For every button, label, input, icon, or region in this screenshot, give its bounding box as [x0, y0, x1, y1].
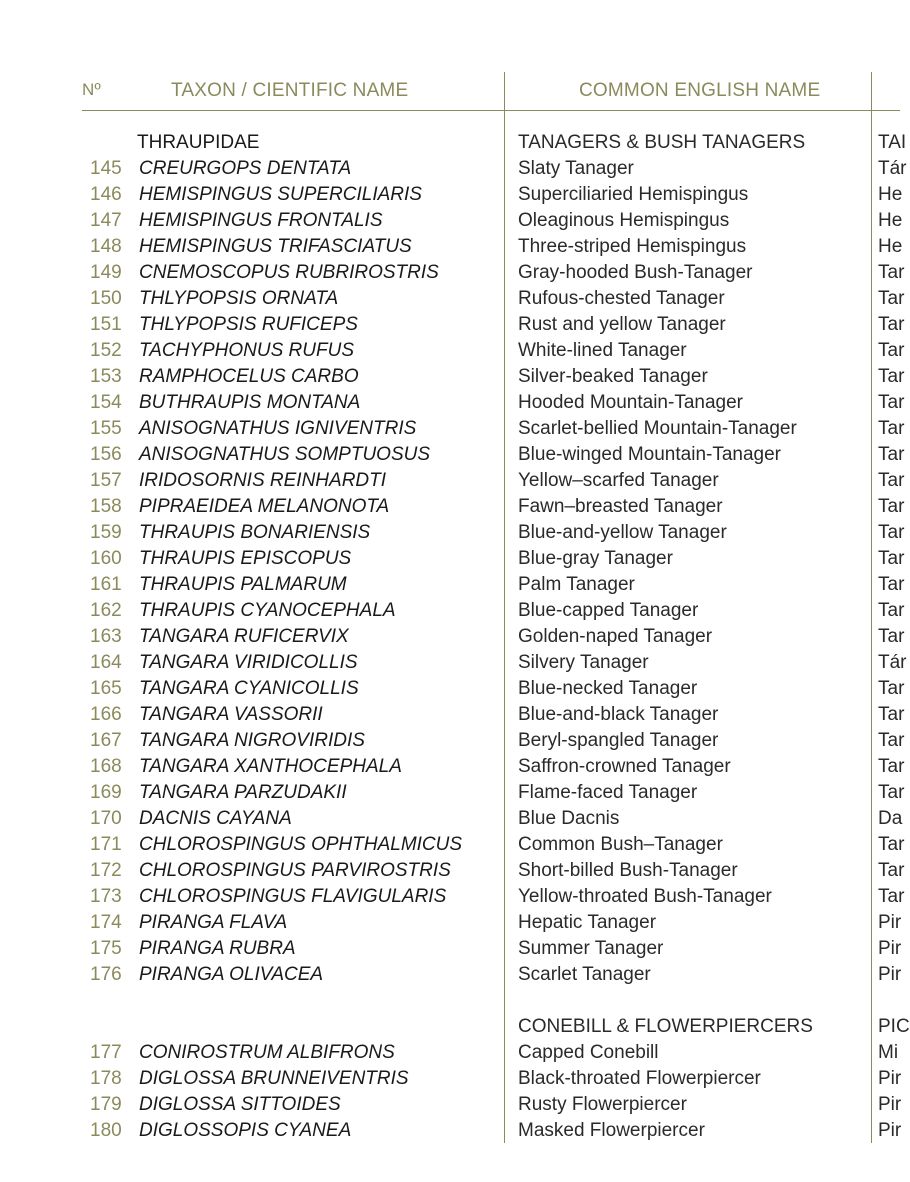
scientific-name: TANGARA PARZUDAKII: [139, 782, 347, 803]
common-english-name: Superciliaried Hemispingus: [518, 184, 749, 205]
spanish-name: Da: [878, 808, 903, 829]
table-row: [0, 338, 905, 364]
common-english-name: Capped Conebill: [518, 1042, 659, 1063]
scientific-name: BUTHRAUPIS MONTANA: [139, 392, 361, 413]
species-number: 176: [90, 964, 122, 985]
table-row: [0, 936, 900, 962]
scientific-name: CHLOROSPINGUS FLAVIGULARIS: [139, 886, 447, 907]
table-row: [0, 494, 905, 520]
table-row: [0, 754, 905, 780]
species-number: 157: [90, 470, 122, 491]
header-taxon: TAXON / CIENTIFIC NAME: [171, 80, 409, 101]
scientific-name: ANISOGNATHUS IGNIVENTRIS: [139, 418, 417, 439]
table-row: [0, 390, 905, 416]
group-heading-row: [0, 1014, 910, 1040]
scientific-name: TANGARA RUFICERVIX: [139, 626, 349, 647]
common-english-name: Scarlet-bellied Mountain-Tanager: [518, 418, 797, 439]
table-row: [0, 416, 905, 442]
species-number: 158: [90, 496, 122, 517]
common-english-name: Rust and yellow Tanager: [518, 314, 726, 335]
table-row: [0, 520, 905, 546]
spanish-name: Tar: [878, 470, 905, 491]
scientific-name: CNEMOSCOPUS RUBRIROSTRIS: [139, 262, 439, 283]
scientific-name: DIGLOSSA BRUNNEIVENTRIS: [139, 1068, 409, 1089]
spanish-name: Pir: [878, 1094, 902, 1115]
common-english-name: Rusty Flowerpiercer: [518, 1094, 687, 1115]
spanish-name: Pir: [878, 1068, 902, 1089]
table-row: [0, 624, 905, 650]
table-row: [0, 884, 905, 910]
spanish-name: Tar: [878, 626, 905, 647]
spanish-name: Tar: [878, 366, 905, 387]
species-number: 169: [90, 782, 122, 803]
common-english-name: Fawn–breasted Tanager: [518, 496, 723, 517]
common-english-name: Short-billed Bush-Tanager: [518, 860, 738, 881]
scientific-name: TANGARA CYANICOLLIS: [139, 678, 359, 699]
species-number: 174: [90, 912, 122, 933]
species-number: 149: [90, 262, 122, 283]
table-row: [0, 702, 905, 728]
common-english-name: Yellow-throated Bush-Tanager: [518, 886, 772, 907]
scientific-name: HEMISPINGUS SUPERCILIARIS: [139, 184, 422, 205]
table-row: [0, 546, 905, 572]
scientific-name: THRAUPIS PALMARUM: [139, 574, 347, 595]
common-english-name: Blue-and-black Tanager: [518, 704, 719, 725]
group-spanish-name: PIC: [878, 1016, 910, 1037]
common-english-name: Yellow–scarfed Tanager: [518, 470, 719, 491]
common-english-name: Scarlet Tanager: [518, 964, 651, 985]
spanish-name: Tár: [878, 158, 907, 179]
scientific-name: IRIDOSORNIS REINHARDTI: [139, 470, 387, 491]
species-number: 150: [90, 288, 122, 309]
common-english-name: Blue-necked Tanager: [518, 678, 698, 699]
scientific-name: DACNIS CAYANA: [139, 808, 292, 829]
species-number: 178: [90, 1068, 122, 1089]
family-name: THRAUPIDAE: [137, 132, 260, 153]
scientific-name: ANISOGNATHUS SOMPTUOSUS: [139, 444, 431, 465]
species-number: 167: [90, 730, 122, 751]
common-english-name: Three-striped Hemispingus: [518, 236, 747, 257]
scientific-name: HEMISPINGUS TRIFASCIATUS: [139, 236, 412, 257]
spanish-name: Tar: [878, 548, 905, 569]
common-english-name: Blue Dacnis: [518, 808, 620, 829]
table-row: [0, 858, 905, 884]
table-row: [0, 650, 907, 676]
spanish-name: Pir: [878, 1120, 902, 1141]
spanish-name: Tar: [878, 782, 905, 803]
scientific-name: DIGLOSSA SITTOIDES: [139, 1094, 341, 1115]
species-number: 147: [90, 210, 122, 231]
species-number: 173: [90, 886, 122, 907]
table-row: [0, 780, 905, 806]
species-number: 153: [90, 366, 122, 387]
spanish-name: Tar: [878, 574, 905, 595]
spanish-name: Tar: [878, 262, 905, 283]
species-number: 155: [90, 418, 122, 439]
group-common-name: CONEBILL & FLOWERPIERCERS: [518, 1016, 813, 1037]
scientific-name: THRAUPIS BONARIENSIS: [139, 522, 371, 543]
species-number: 146: [90, 184, 122, 205]
spanish-name: Tar: [878, 496, 905, 517]
spanish-name: Tar: [878, 444, 905, 465]
scientific-name: CONIROSTRUM ALBIFRONS: [139, 1042, 395, 1063]
common-english-name: Black-throated Flowerpiercer: [518, 1068, 761, 1089]
common-english-name: White-lined Tanager: [518, 340, 687, 361]
table-row: [0, 260, 905, 286]
common-english-name: Rufous-chested Tanager: [518, 288, 725, 309]
spanish-name: Tar: [878, 600, 905, 621]
common-english-name: Saffron-crowned Tanager: [518, 756, 731, 777]
table-row: [0, 572, 905, 598]
spanish-name: Tar: [878, 392, 905, 413]
common-english-name: Summer Tanager: [518, 938, 664, 959]
species-number: 162: [90, 600, 122, 621]
species-number: 175: [90, 938, 122, 959]
table-row: [0, 676, 905, 702]
common-english-name: Beryl-spangled Tanager: [518, 730, 719, 751]
spanish-name: Pir: [878, 938, 902, 959]
scientific-name: RAMPHOCELUS CARBO: [139, 366, 359, 387]
spanish-name: Tar: [878, 730, 905, 751]
common-english-name: Blue-capped Tanager: [518, 600, 699, 621]
common-english-name: Palm Tanager: [518, 574, 635, 595]
scientific-name: CREURGOPS DENTATA: [139, 158, 352, 179]
group-spanish-name: TAI: [878, 132, 907, 153]
species-number: 159: [90, 522, 122, 543]
scientific-name: THLYPOPSIS RUFICEPS: [139, 314, 358, 335]
scientific-name: TANGARA NIGROVIRIDIS: [139, 730, 365, 751]
table-row: [0, 1066, 900, 1092]
table-row: [0, 208, 903, 234]
species-number: 145: [90, 158, 122, 179]
species-number: 164: [90, 652, 122, 673]
scientific-name: PIRANGA RUBRA: [139, 938, 296, 959]
scientific-name: TACHYPHONUS RUFUS: [139, 340, 354, 361]
spanish-name: Tar: [878, 522, 905, 543]
scientific-name: PIRANGA FLAVA: [139, 912, 288, 933]
scientific-name: CHLOROSPINGUS OPHTHALMICUS: [139, 834, 463, 855]
species-number: 148: [90, 236, 122, 257]
species-number: 171: [90, 834, 122, 855]
species-number: 160: [90, 548, 122, 569]
species-number: 179: [90, 1094, 122, 1115]
table-row: [0, 312, 905, 338]
spanish-name: Pir: [878, 964, 902, 985]
common-english-name: Hooded Mountain-Tanager: [518, 392, 743, 413]
scientific-name: THRAUPIS CYANOCEPHALA: [139, 600, 396, 621]
scientific-name: THLYPOPSIS ORNATA: [139, 288, 339, 309]
spanish-name: He: [878, 210, 903, 231]
spanish-name: Tar: [878, 288, 905, 309]
table-row: [0, 910, 900, 936]
species-number: 154: [90, 392, 122, 413]
species-number: 166: [90, 704, 122, 725]
scientific-name: TANGARA XANTHOCEPHALA: [139, 756, 402, 777]
group-heading-row: [0, 130, 907, 156]
species-number: 170: [90, 808, 122, 829]
species-number: 161: [90, 574, 122, 595]
table-row: [0, 234, 903, 260]
scientific-name: TANGARA VASSORII: [139, 704, 323, 725]
table-row: [0, 728, 905, 754]
spanish-name: Tar: [878, 314, 905, 335]
table-row: [0, 364, 905, 390]
header-common-name: COMMON ENGLISH NAME: [579, 80, 821, 101]
common-english-name: Golden-naped Tanager: [518, 626, 713, 647]
scientific-name: HEMISPINGUS FRONTALIS: [139, 210, 383, 231]
common-english-name: Hepatic Tanager: [518, 912, 657, 933]
common-english-name: Flame-faced Tanager: [518, 782, 698, 803]
species-number: 151: [90, 314, 122, 335]
spanish-name: Tar: [878, 886, 905, 907]
common-english-name: Blue-gray Tanager: [518, 548, 673, 569]
spanish-name: Tar: [878, 756, 905, 777]
table-row: [0, 1092, 900, 1118]
table-row: [0, 468, 905, 494]
header-number: Nº: [82, 80, 101, 99]
group-common-name: TANAGERS & BUSH TANAGERS: [518, 132, 806, 153]
spanish-name: Pir: [878, 912, 902, 933]
table-row: [0, 806, 903, 832]
species-number: 156: [90, 444, 122, 465]
spanish-name: Tar: [878, 340, 905, 361]
common-english-name: Blue-winged Mountain-Tanager: [518, 444, 781, 465]
common-english-name: Oleaginous Hemispingus: [518, 210, 730, 231]
spanish-name: Tár: [878, 652, 907, 673]
table-row: [0, 1118, 900, 1144]
common-english-name: Gray-hooded Bush-Tanager: [518, 262, 753, 283]
common-english-name: Silver-beaked Tanager: [518, 366, 708, 387]
scientific-name: THRAUPIS EPISCOPUS: [139, 548, 352, 569]
scientific-name: PIRANGA OLIVACEA: [139, 964, 324, 985]
spanish-name: He: [878, 236, 903, 257]
table-row: [0, 598, 905, 624]
spanish-name: Tar: [878, 704, 905, 725]
table-row: [0, 832, 905, 858]
spanish-name: Tar: [878, 678, 905, 699]
scientific-name: CHLOROSPINGUS PARVIROSTRIS: [139, 860, 451, 881]
spanish-name: Tar: [878, 860, 905, 881]
table-row: [0, 182, 903, 208]
scientific-name: DIGLOSSOPIS CYANEA: [139, 1120, 352, 1141]
common-english-name: Masked Flowerpiercer: [518, 1120, 705, 1141]
species-number: 163: [90, 626, 122, 647]
table-row: [0, 156, 907, 182]
common-english-name: Slaty Tanager: [518, 158, 634, 179]
spanish-name: He: [878, 184, 903, 205]
scientific-name: PIPRAEIDEA MELANONOTA: [139, 496, 390, 517]
common-english-name: Common Bush–Tanager: [518, 834, 723, 855]
table-row: [0, 1040, 900, 1066]
spanish-name: Tar: [878, 418, 905, 439]
species-number: 180: [90, 1120, 122, 1141]
species-number: 177: [90, 1042, 122, 1063]
table-row: [0, 962, 900, 988]
species-table-body: [0, 130, 910, 1144]
species-number: 168: [90, 756, 122, 777]
spanish-name: Mi: [878, 1042, 899, 1063]
table-row: [0, 442, 905, 468]
scientific-name: TANGARA VIRIDICOLLIS: [139, 652, 358, 673]
table-row: [0, 286, 905, 312]
species-number: 172: [90, 860, 122, 881]
table-header: [82, 72, 900, 111]
common-english-name: Blue-and-yellow Tanager: [518, 522, 727, 543]
species-number: 165: [90, 678, 122, 699]
species-number: 152: [90, 340, 122, 361]
common-english-name: Silvery Tanager: [518, 652, 649, 673]
spanish-name: Tar: [878, 834, 905, 855]
